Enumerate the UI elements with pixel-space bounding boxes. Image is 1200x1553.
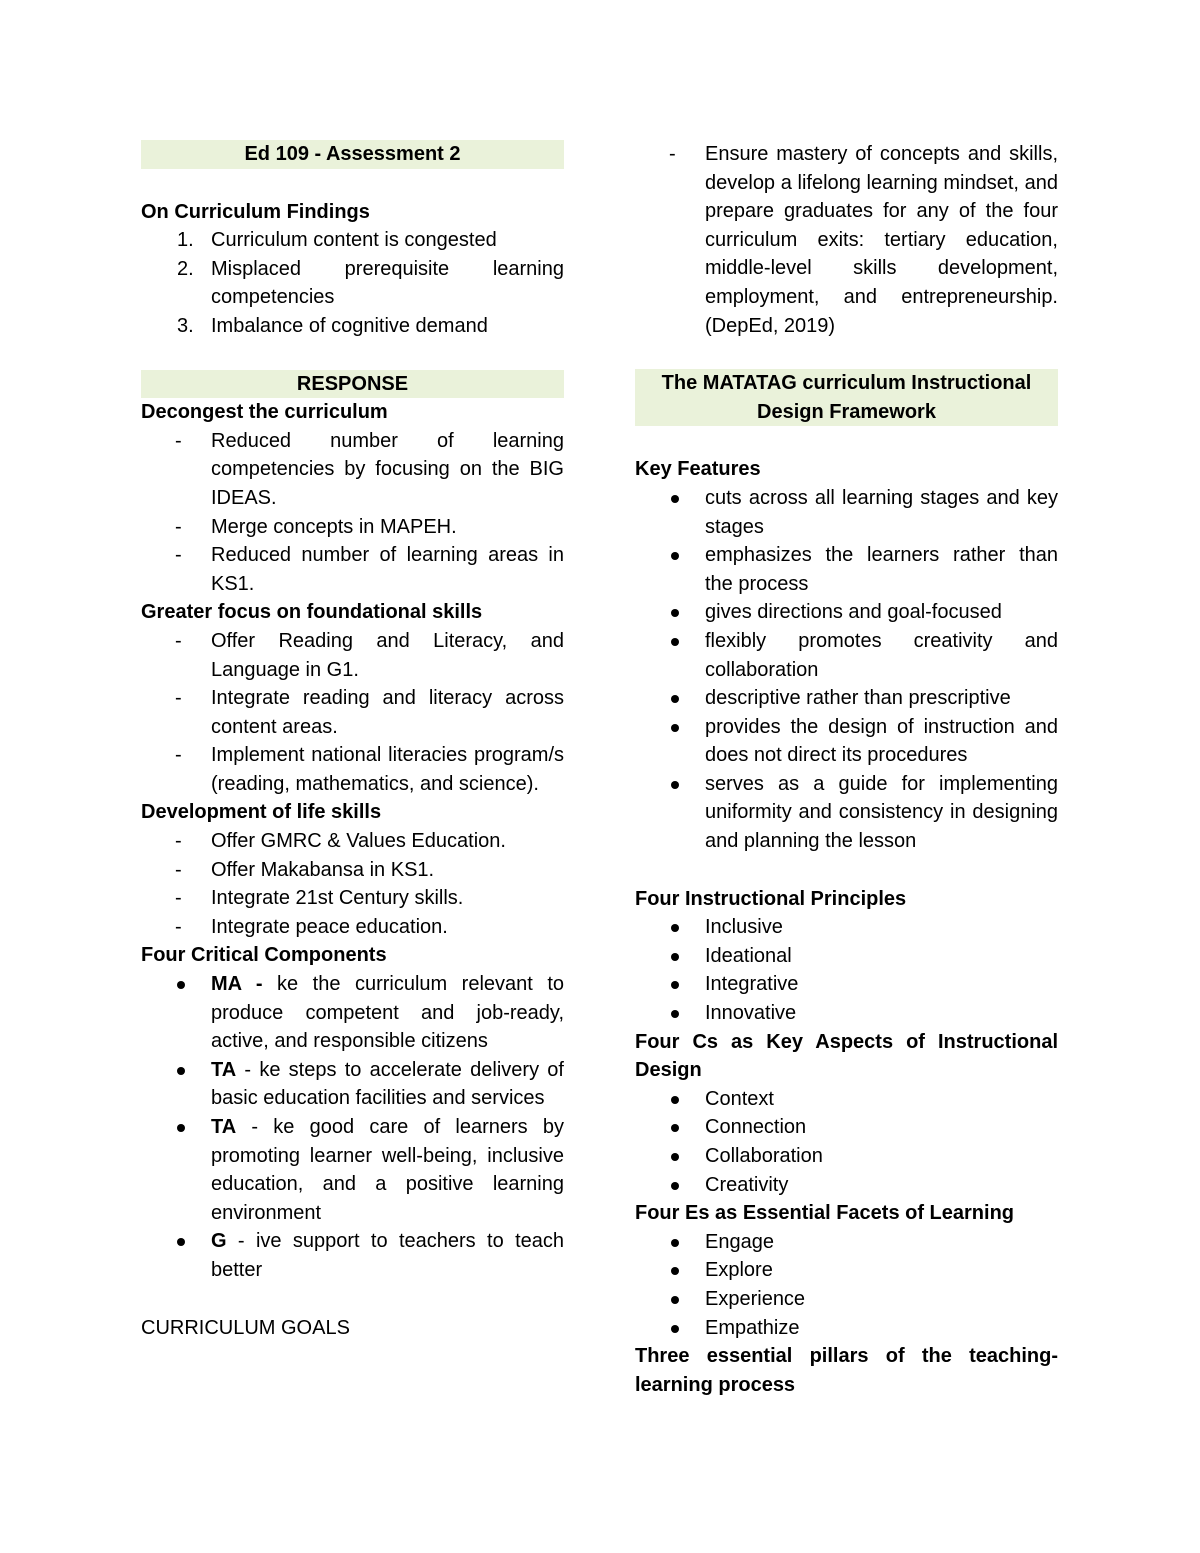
list-item [635,1142,1058,1171]
bullet-icon [671,724,679,732]
dash-marker: - [175,515,182,538]
bullet-icon [177,1124,185,1132]
item-text: Inclusive [705,916,783,939]
list-item [635,970,1058,999]
item-text: Integrate 21st Century skills. [211,887,464,910]
list-item [635,1228,1058,1257]
item-number: 1. [177,229,194,252]
item-text: Misplaced prerequisite learning competencies [211,257,564,309]
decongest-list [141,427,564,599]
list-item [141,684,564,741]
bullet-icon [671,1182,679,1190]
bullet-icon [671,1153,679,1161]
document-title: Ed 109 - Assessment 2 [141,140,564,169]
item-text: Implement national literacies program/s (reading, mathematics, and science). [211,744,564,795]
list-item [141,1227,564,1284]
bullet-icon [671,1096,679,1104]
item-text: Collaboration [705,1145,823,1167]
list-item [141,513,564,542]
list-item [635,1256,1058,1285]
list-item [141,627,564,684]
bullet-icon [671,1239,679,1247]
key-features-heading: Key Features [635,458,761,481]
item-number: 3. [177,314,194,337]
key-features-list [635,484,1058,856]
response-title: RESPONSE [141,370,564,399]
foundational-heading: Greater focus on foundational skills [141,601,483,624]
goal-text: Ensure mastery of concepts and skills, develop a lifelong learning mindset, and prepare graduates for any of the four curriculum exits: tertiary education, middle-level skills development, employment, and entrepreneurship. (DepEd, 2019) [705,143,1058,337]
list-item [635,627,1058,684]
goal-list [635,140,1058,340]
bullet-icon [671,495,679,503]
item-text: Integrate reading and literacy across content areas. [211,687,564,738]
components-list [141,970,564,1285]
bullet-icon [671,1267,679,1275]
bullet-icon [177,1238,185,1246]
list-item [635,942,1058,971]
bullet-icon [671,1325,679,1333]
list-item [635,140,1058,340]
item-text: ke the curriculum relevant to produce competent and job-ready, active, and responsible citizens [211,973,565,1053]
pillars-heading: Three essential pillars of the teaching-learning process [635,1345,1058,1396]
item-text: Explore [705,1259,773,1282]
bullet-icon [177,1067,185,1075]
item-text: emphasizes the learners rather than the process [705,544,1058,595]
component-key: TA [211,1058,237,1081]
component-key: G [211,1230,227,1253]
four-es-heading: Four Es as Essential Facets of Learning [635,1202,1015,1225]
item-text: Reduced number of learning areas in KS1. [211,544,564,595]
item-text: Curriculum content is congested [211,229,497,252]
list-item [141,970,564,1056]
bullet-icon [671,953,679,961]
item-text: Context [705,1087,774,1110]
dash-marker: - [175,429,182,452]
bullet-icon [671,638,679,646]
goals-heading: CURRICULUM GOALS [141,1316,350,1339]
list-item [635,484,1058,541]
four-cs-heading: Four Cs as Key Aspects of Instructional Design [635,1030,1058,1082]
bullet-icon [671,924,679,932]
bullet-icon [671,1124,679,1132]
list-item [141,427,564,513]
life-skills-list [141,827,564,941]
item-text: descriptive rather than prescriptive [705,687,1011,710]
dash-marker: - [175,830,182,853]
principles-heading: Four Instructional Principles [635,887,907,910]
principles-list [635,913,1058,1027]
list-item [635,684,1058,713]
item-text: - ke good care of learners by promoting learner well-being, inclusive education, and a positive learning environment [211,1116,564,1224]
item-text: Merge concepts in MAPEH. [211,515,457,538]
list-item [141,255,564,312]
dash-marker: - [175,744,182,767]
list-item [141,226,564,255]
list-item [635,1113,1058,1142]
item-text: Offer Makabansa in KS1. [211,858,435,881]
dash-marker: - [175,887,182,910]
dash-marker: - [175,915,182,938]
bullet-icon [671,981,679,989]
life-skills-heading: Development of life skills [141,801,382,824]
list-item [635,1085,1058,1114]
bullet-icon [671,609,679,617]
framework-title: The MATATAG curriculum Instructional Design Framework [635,369,1058,426]
list-item [635,1314,1058,1343]
bullet-icon [671,781,679,789]
list-item [635,541,1058,598]
list-item [635,598,1058,627]
item-text: Integrative [705,973,799,996]
list-item [141,312,564,341]
list-item [635,913,1058,942]
dash-marker: - [175,629,182,652]
four-cs-list [635,1085,1058,1199]
list-item [635,1285,1058,1314]
component-key: MA - [211,973,263,996]
bullet-icon [671,1296,679,1304]
list-item [141,827,564,856]
item-number: 2. [177,257,194,280]
dash-marker: - [175,687,182,710]
item-text: Creativity [705,1173,789,1196]
item-text: Connection [705,1116,807,1139]
bullet-icon [671,695,679,703]
dash-marker: - [175,544,182,567]
components-heading: Four Critical Components [141,944,387,967]
list-item [635,1171,1058,1200]
dash-marker: - [175,858,182,881]
right-column [635,140,1058,1399]
four-es-list [635,1228,1058,1342]
bullet-icon [671,552,679,560]
list-item [141,741,564,798]
item-text: - ke steps to accelerate delivery of basic education facilities and services [211,1058,564,1110]
list-item [141,856,564,885]
findings-heading: On Curriculum Findings [141,200,370,223]
item-text: Integrate peace education. [211,915,448,938]
list-item [635,770,1058,856]
item-text: Ideational [705,944,792,967]
item-text: gives directions and goal-focused [705,601,1002,624]
decongest-heading: Decongest the curriculum [141,401,388,424]
item-text: flexibly promotes creativity and collaboration [705,629,1058,681]
bullet-icon [671,1010,679,1018]
list-item [141,1113,564,1227]
foundational-list [141,627,564,799]
item-text: Empathize [705,1316,800,1339]
item-text: Offer Reading and Literacy, and Language in G1. [211,629,564,681]
item-text: Innovative [705,1002,797,1025]
findings-list [141,226,564,340]
item-text: Imbalance of cognitive demand [211,314,488,337]
list-item [141,541,564,598]
component-key: TA [211,1116,237,1138]
item-text: cuts across all learning stages and key stages [705,486,1058,538]
list-item [141,884,564,913]
item-text: Reduced number of learning competencies by focusing on the BIG IDEAS. [211,429,564,509]
dash-marker: - [669,143,676,165]
item-text: provides the design of instruction and does not direct its procedures [705,715,1058,767]
item-text: Engage [705,1230,774,1253]
list-item [635,713,1058,770]
list-item [141,1056,564,1113]
item-text: Experience [705,1287,806,1310]
left-column [141,140,564,1342]
list-item [141,913,564,942]
item-text: - ive support to teachers to teach better [211,1230,564,1281]
item-text: Offer GMRC & Values Education. [211,830,506,853]
item-text: serves as a guide for implementing uniformity and consistency in designing and planning the lesson [705,772,1058,853]
list-item [635,999,1058,1028]
bullet-icon [177,981,185,989]
